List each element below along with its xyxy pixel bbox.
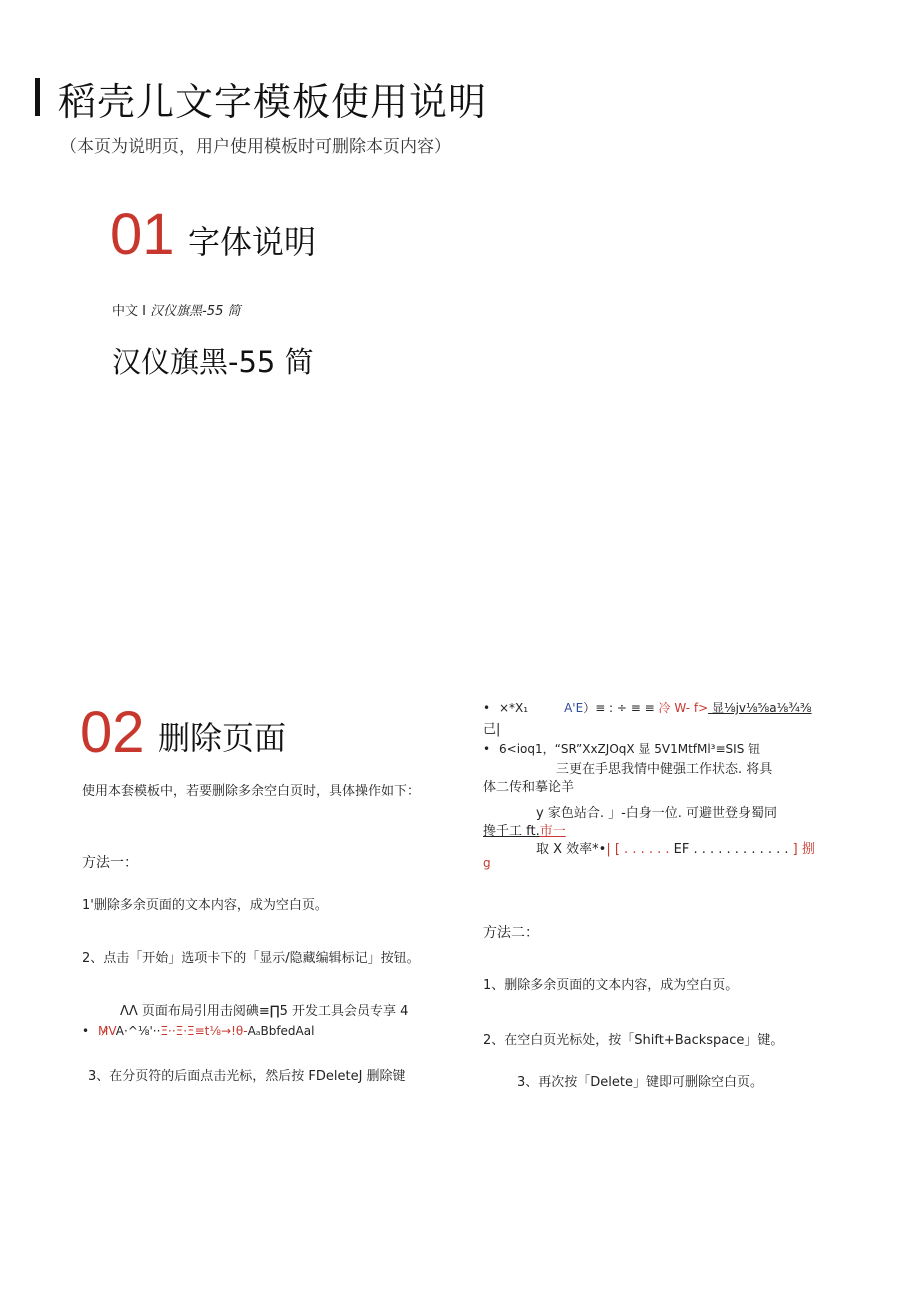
rb4-d: ] 捌 — [792, 842, 815, 857]
method1-step1: 1'删除多余页面的文本内容，成为空白页。 — [82, 898, 328, 913]
toolbar-bullet-rest1: A·^⅛'·· — [115, 1024, 161, 1038]
method1-title: 方法一： — [82, 855, 138, 871]
right-bullet-1-line2: 己| — [483, 722, 501, 737]
rb3-b: 市一 — [539, 824, 566, 839]
rb2-text: 6<ioq1，“SR”XxZJOqX 显 5V1MtfMl³≡SIS 钮 — [499, 742, 761, 756]
right-bullet-2-line3: 体二传和摹论羊 — [483, 780, 575, 795]
font-label-name: 汉仪旗黑-55 简 — [150, 304, 241, 319]
rb1-e: 显⅛jv⅛⅝a⅛¾⅜ — [708, 701, 812, 715]
right-bullet-1 — [483, 699, 812, 716]
right-line-3b — [483, 820, 566, 839]
toolbar-bullet-red2: Ξ··Ξ·Ξ≡t⅛→!θ- — [160, 1024, 248, 1038]
right-bullet-2 — [483, 740, 760, 757]
section-number-02: 02 — [80, 700, 145, 765]
font-description — [112, 300, 240, 319]
rb1-b: A'E — [564, 701, 584, 715]
rb1-d: 冷 W- f> — [658, 701, 709, 715]
bullet-dot-icon: • — [483, 742, 491, 756]
font-sample: 汉仪旗黑-55 简 — [112, 345, 314, 379]
method2-step1: 1、删除多余页面的文本内容，成为空白页。 — [483, 978, 739, 993]
right-bullet-2-line2: 三更在手思我情中健强工作状态. 将具 — [556, 762, 773, 777]
method2-step2: 2、在空白页光标处，按「Shift+Backspace」键。 — [483, 1033, 784, 1048]
rb3-a: 搀千工 ft. — [483, 824, 540, 839]
font-label: 中文 I — [112, 304, 151, 319]
section-heading-font: 字体说明 — [188, 223, 317, 261]
right-line-3a: y 家色站合. 」-白身一位. 可避世登身蜀同 — [536, 806, 778, 821]
toolbar-bullet — [82, 1024, 314, 1038]
toolbar-bullet-rest2: AₐBbfedAal — [247, 1024, 315, 1038]
rb1-c: ）≡ : ÷ ≡ ≡ — [583, 701, 659, 715]
rb4-a: 取 X 效率*• — [536, 842, 607, 857]
right-line-4 — [536, 838, 815, 857]
rb4-b: | [ . . . . . . — [606, 842, 670, 857]
method1-step3: 3、在分页符的后面点击光标，然后按 FDeleteJ 删除键 — [88, 1069, 406, 1084]
rb1-a: ×*X₁ — [499, 701, 529, 715]
toolbar-bullet-red: M̷V — [98, 1024, 116, 1038]
section-heading-delete: 删除页面 — [158, 719, 287, 757]
rb4-c: EF . . . . . . . . . . . . — [669, 842, 793, 857]
toolbar-text: ΛΛ 页面布局引用击阅碘≡∏5 开发工具会员专享 4 — [120, 1004, 409, 1019]
right-line-4-tail: g — [483, 856, 491, 870]
page-subtitle: （本页为说明页，用户使用模板时可删除本页内容） — [60, 137, 451, 157]
bullet-dot-icon: • — [82, 1024, 90, 1038]
title-accent-bar — [35, 78, 40, 116]
method1-step2: 2、点击「开始」选项卡下的「显示/隐藏编辑标记」按钮。 — [82, 951, 420, 966]
bullet-dot-icon: • — [483, 701, 491, 715]
section-number-01: 01 — [110, 202, 175, 267]
method2-title: 方法二： — [483, 925, 539, 941]
method2-step3: 3、再次按「Delete」键即可删除空白页。 — [517, 1075, 763, 1090]
page-title: 稻壳儿文字模板使用说明 — [58, 80, 488, 124]
section2-intro: 使用本套模板中，若要删除多余空白页时，具体操作如下： — [82, 784, 421, 799]
